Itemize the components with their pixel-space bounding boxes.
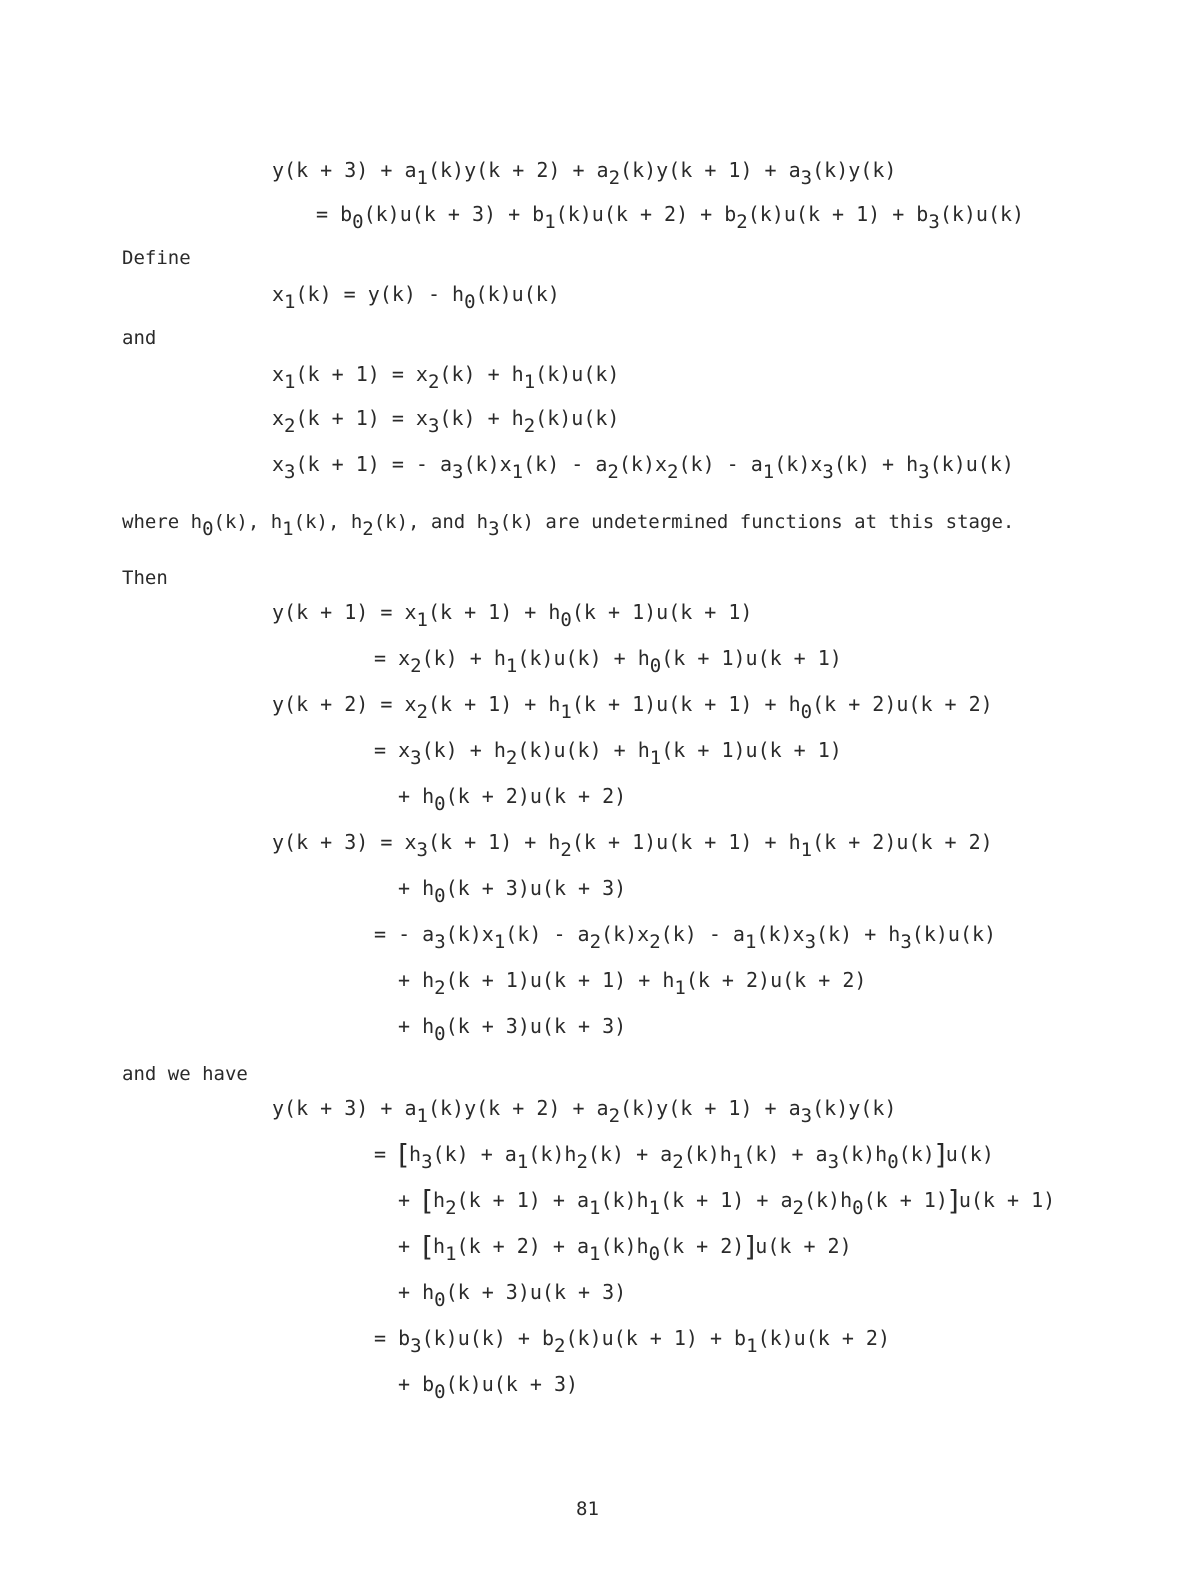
equation-line: + $[h_2(k + 1) + a_1(k)h_1(k + 1) + a_2(k)h_0(k + 1)]u(k + 1)$: [398, 1184, 1056, 1219]
prose-then: Then: [122, 567, 168, 589]
equation-line: $x_1(k + 1) = x_2(k) + h_1(k)u(k)$: [272, 362, 620, 393]
equation-line: $y(k + 3) + a_1(k)y(k + 2) + a_2(k)y(k + 1) + a_3(k)y(k)$: [272, 1096, 897, 1127]
equation-line: + $h_2(k + 1)u(k + 1) + h_1(k + 2)u(k + 2)$: [398, 968, 867, 999]
equation-line: + $h_0(k + 3)u(k + 3)$: [398, 876, 627, 907]
equation-line: = - $a_3(k)x_1(k) - a_2(k)x_2(k) - a_1(k)x_3(k) + h_3(k)u(k)$: [374, 922, 997, 953]
equation-line: $y(k + 2) = x_2(k + 1) + h_1(k + 1)u(k + 1) + h_0(k + 2)u(k + 2)$: [272, 692, 993, 723]
prose-define: Define: [122, 247, 191, 269]
equation-line: $y(k + 3) = x_3(k + 1) + h_2(k + 1)u(k + 1) + h_1(k + 2)u(k + 2)$: [272, 830, 993, 861]
prose-and: and: [122, 327, 157, 349]
equation-line: = $x_2(k) + h_1(k)u(k) + h_0(k + 1)u(k + 1)$: [374, 646, 842, 677]
equation-line: = $[h_3(k) + a_1(k)h_2(k) + a_2(k)h_1(k) + a_3(k)h_0(k)]u(k)$: [374, 1138, 994, 1173]
equation-line: + $h_0(k + 3)u(k + 3)$: [398, 1014, 627, 1045]
equation-line: $x_3(k + 1)$ = - $a_3(k)x_1(k) - a_2(k)x_2(k) - a_1(k)x_3(k) + h_3(k)u(k)$: [272, 452, 1014, 483]
equation-line: $y(k + 1) = x_1(k + 1) + h_0(k + 1)u(k + 1)$: [272, 600, 753, 631]
equation-line: + $h_0(k + 2)u(k + 2)$: [398, 784, 627, 815]
equation-line: = $x_3(k) + h_2(k)u(k) + h_1(k + 1)u(k + 1)$: [374, 738, 842, 769]
page-number: 81: [576, 1498, 599, 1520]
equation-line: + $[h_1(k + 2) + a_1(k)h_0(k + 2)]u(k + 2)$: [398, 1230, 852, 1265]
prose-where: where $h_0(k)$, $h_1(k)$, $h_2(k)$, and $h_3(k)$ are undetermined functions at this stage.: [122, 511, 1015, 540]
prose-and-we-have: and we have: [122, 1063, 248, 1085]
equation-line: = $b_3(k)u(k) + b_2(k)u(k + 1) + b_1(k)u(k + 2)$: [374, 1326, 891, 1357]
equation-line: + $h_0(k + 3)u(k + 3)$: [398, 1280, 627, 1311]
equation-line: = $b_0(k)u(k + 3) + b_1(k)u(k + 2) + b_2(k)u(k + 1) + b_3(k)u(k)$: [316, 202, 1025, 233]
equation-line: $y(k + 3) + a_1(k)y(k + 2) + a_2(k)y(k + 1) + a_3(k)y(k)$: [272, 158, 897, 189]
equation-line: $x_2(k + 1) = x_3(k) + h_2(k)u(k)$: [272, 406, 620, 437]
equation-line: $x_1(k) = y(k) - h_0(k)u(k)$: [272, 282, 560, 313]
equation-line: + $b_0(k)u(k + 3)$: [398, 1372, 579, 1403]
